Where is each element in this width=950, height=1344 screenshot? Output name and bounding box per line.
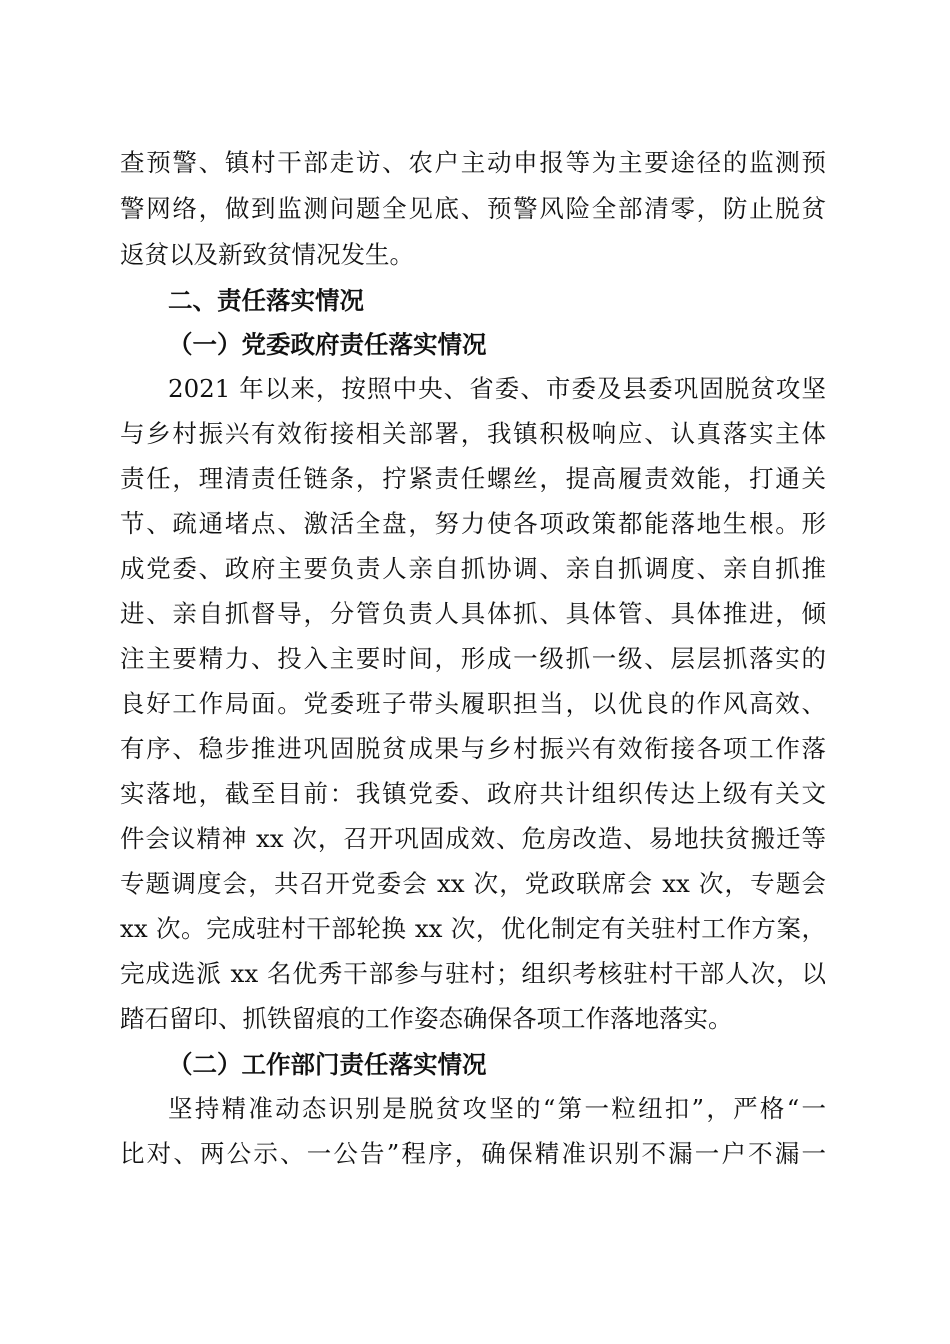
paragraph-line: 专题调度会，共召开党委会 xx 次，党政联席会 xx 次，专题会 (120, 869, 826, 898)
paragraph-line: 责任，理清责任链条，拧紧责任螺丝，提高履责效能，打通关 (120, 464, 826, 493)
paragraph-line: 进、亲自抓督导，分管负责人具体抓、具体管、具体推进，倾 (120, 599, 826, 628)
paragraph-line: 坚持精准动态识别是脱贫攻坚的“第一粒纽扣”，严格“一 (168, 1094, 826, 1123)
paragraph-line: 踏石留印、抓铁留痕的工作姿态确保各项工作落地落实。 (120, 1004, 733, 1033)
paragraph-line: 比对、两公示、一公告”程序，确保精准识别不漏一户不漏一 (120, 1139, 826, 1168)
subsection-heading: （二）工作部门责任落实情况 (168, 1050, 487, 1079)
section-heading: 二、责任落实情况 (168, 286, 364, 315)
paragraph-line: 返贫以及新致贫情况发生。 (120, 240, 414, 269)
paragraph-line: xx 次。完成驻村干部轮换 xx 次，优化制定有关驻村工作方案， (120, 914, 826, 943)
paragraph-line: 实落地，截至目前：我镇党委、政府共计组织传达上级有关文 (120, 779, 826, 808)
paragraph-line: 有序、稳步推进巩固脱贫成果与乡村振兴有效衔接各项工作落 (120, 734, 826, 763)
paragraph-line: 查预警、镇村干部走访、农户主动申报等为主要途径的监测预 (120, 148, 826, 177)
paragraph-line: 2021 年以来，按照中央、省委、市委及县委巩固脱贫攻坚 (168, 374, 826, 403)
paragraph-line: 件会议精神 xx 次，召开巩固成效、危房改造、易地扶贫搬迁等 (120, 824, 826, 853)
paragraph-line: 与乡村振兴有效衔接相关部署，我镇积极响应、认真落实主体 (120, 419, 826, 448)
paragraph-line: 注主要精力、投入主要时间，形成一级抓一级、层层抓落实的 (120, 644, 826, 673)
paragraph-line: 节、疏通堵点、激活全盘，努力使各项政策都能落地生根。形 (120, 509, 826, 538)
paragraph-line: 良好工作局面。党委班子带头履职担当，以优良的作风高效、 (120, 689, 826, 718)
subsection-heading: （一）党委政府责任落实情况 (168, 330, 487, 359)
paragraph-line: 完成选派 xx 名优秀干部参与驻村；组织考核驻村干部人次，以 (120, 959, 826, 988)
paragraph-line: 警网络，做到监测问题全见底、预警风险全部清零，防止脱贫 (120, 194, 826, 223)
paragraph-line: 成党委、政府主要负责人亲自抓协调、亲自抓调度、亲自抓推 (120, 554, 826, 583)
